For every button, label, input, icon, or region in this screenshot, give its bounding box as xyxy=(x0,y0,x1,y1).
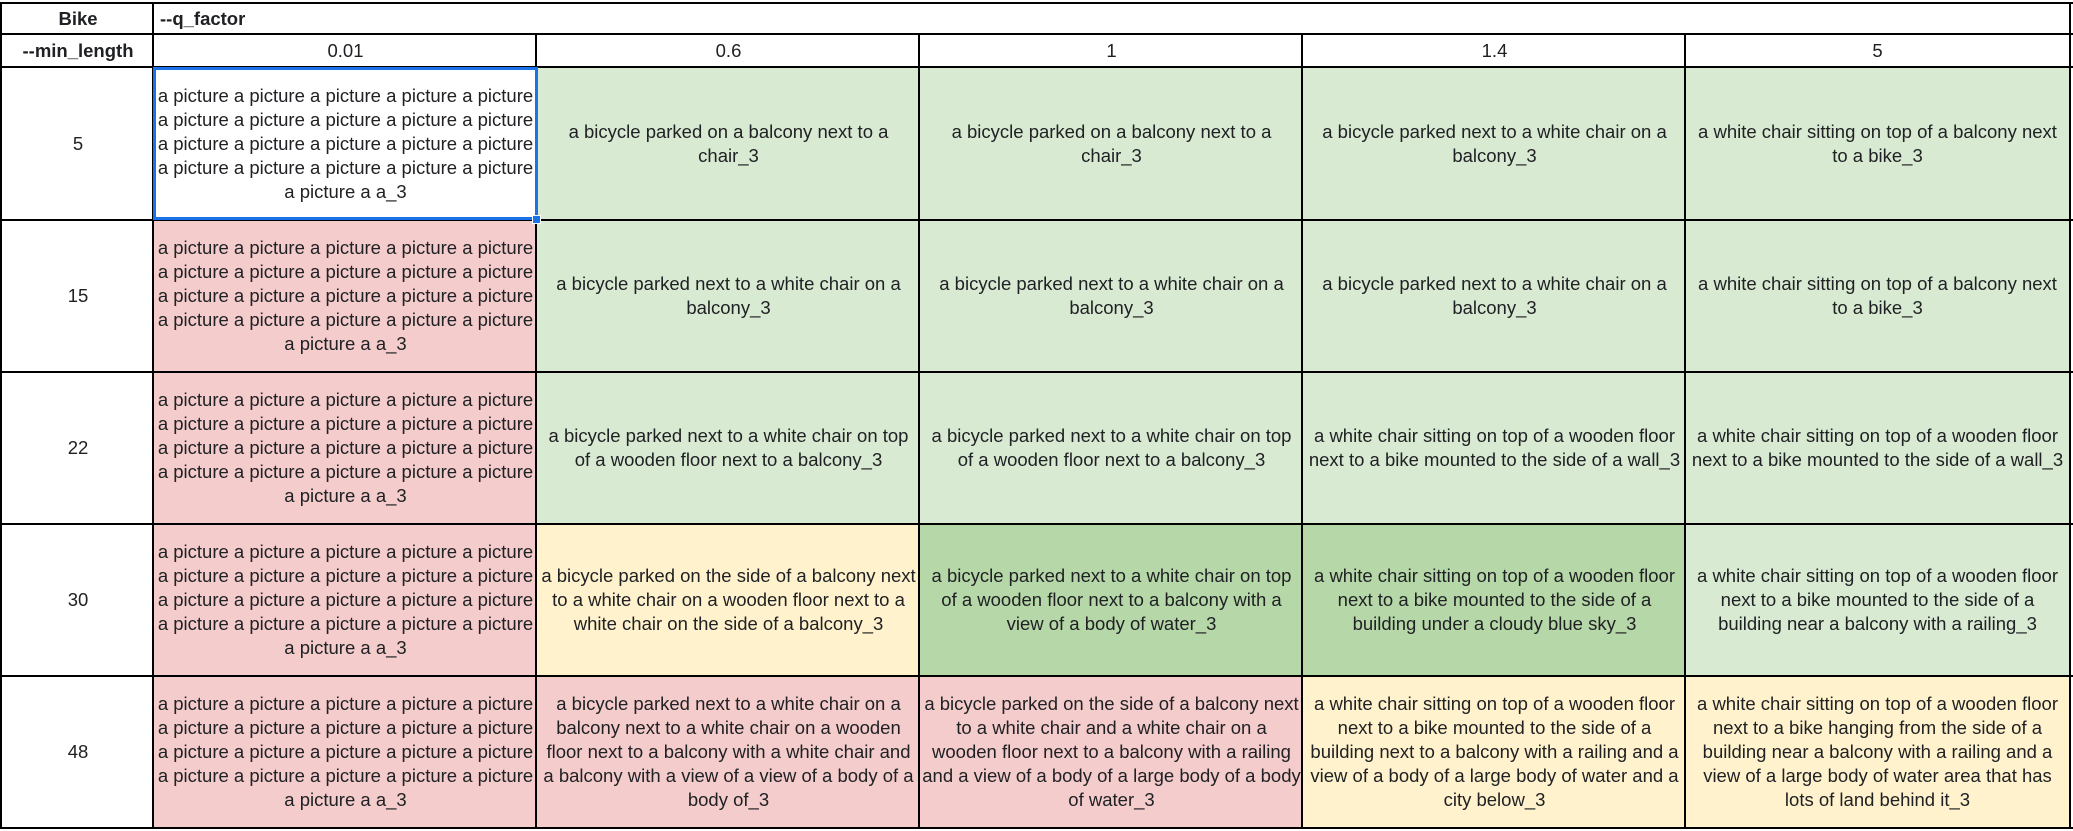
caption-cell[interactable]: a picture a picture a picture a picture a picture a picture a picture a picture a picture a picture a picture a picture a picture a picture a picture a picture a picture a picture a picture a picture a picture a a_3 xyxy=(154,525,537,675)
caption-cell[interactable]: a white chair sitting on top of a balcony next to a bike_3 xyxy=(1686,68,2069,219)
min-length-value[interactable]: 22 xyxy=(67,437,89,458)
grid-line xyxy=(152,2,154,829)
caption-cell[interactable]: a white chair sitting on top of a wooden floor next to a bike mounted to the side of a building next to a balcony with a railing and a view of a body of a large body of water and a city below_3 xyxy=(1303,677,1686,827)
q-value-header[interactable]: 0.01 xyxy=(327,40,364,61)
caption-cell[interactable]: a bicycle parked on a balcony next to a chair_3 xyxy=(920,68,1303,219)
q-value-header[interactable]: 5 xyxy=(1872,40,1883,61)
grid-line xyxy=(0,66,2073,68)
grid-line xyxy=(0,33,2073,35)
caption-cell[interactable]: a white chair sitting on top of a wooden floor next to a bike mounted to the side of a building near a balcony with a railing_3 xyxy=(1686,525,2069,675)
caption-cell[interactable]: a picture a picture a picture a picture a picture a picture a picture a picture a picture a picture a picture a picture a picture a picture a picture a picture a picture a picture a picture a picture a picture a a_3 xyxy=(154,221,537,371)
min-length-value[interactable]: 15 xyxy=(67,285,89,306)
caption-cell[interactable]: a picture a picture a picture a picture a picture a picture a picture a picture a picture a picture a picture a picture a picture a picture a picture a picture a picture a picture a picture a picture a picture a a_3 xyxy=(154,677,537,827)
caption-cell[interactable]: a white chair sitting on top of a wooden floor next to a bike mounted to the side of a wall_3 xyxy=(1686,373,2069,523)
grid-line xyxy=(0,675,2073,677)
min-length-value[interactable]: 48 xyxy=(67,741,89,762)
caption-cell[interactable]: a bicycle parked next to a white chair on a balcony_3 xyxy=(1303,221,1686,371)
grid-line xyxy=(0,2,2073,4)
q-value-header[interactable]: 0.6 xyxy=(715,40,742,61)
caption-cell[interactable]: a white chair sitting on top of a balcony next to a bike_3 xyxy=(1686,221,2069,371)
caption-cell[interactable]: a bicycle parked on the side of a balcony next to a white chair and a white chair on a wooden floor next to a balcony with a railing and a view of a body of a large body of a body of water_3 xyxy=(920,677,1303,827)
caption-cell[interactable]: a bicycle parked next to a white chair on top of a wooden floor next to a balcony_3 xyxy=(537,373,920,523)
min-length-value[interactable]: 30 xyxy=(67,589,89,610)
grid-line xyxy=(0,827,2073,829)
grid-line xyxy=(0,2,2,829)
caption-cell[interactable]: a picture a picture a picture a picture a picture a picture a picture a picture a picture a picture a picture a picture a picture a picture a picture a picture a picture a picture a picture a picture a picture a a_3 xyxy=(154,373,537,523)
min-length-header[interactable]: --min_length xyxy=(22,40,134,61)
grid-line xyxy=(1684,33,1686,829)
q-factor-header[interactable]: --q_factor xyxy=(160,8,246,29)
min-length-value[interactable]: 5 xyxy=(72,132,84,154)
caption-cell[interactable]: a bicycle parked on a balcony next to a chair_3 xyxy=(537,68,920,219)
corner-cell[interactable]: Bike xyxy=(58,8,98,29)
caption-cell[interactable]: a bicycle parked on the side of a balcony next to a white chair on a wooden floor next to a white chair on the side of a balcony_3 xyxy=(537,525,920,675)
caption-cell[interactable]: a bicycle parked next to a white chair on a balcony next to a white chair on a wooden floor next to a balcony with a white chair and a balcony with a view of a view of a body of a body of_3 xyxy=(537,677,920,827)
caption-cell[interactable]: a white chair sitting on top of a wooden floor next to a bike hanging from the side of a building near a balcony with a railing and a view of a large body of water area that has lots of land behind it_3 xyxy=(1686,677,2069,827)
grid-line xyxy=(1301,33,1303,829)
caption-cell[interactable]: a white chair sitting on top of a wooden floor next to a bike mounted to the side of a building under a cloudy blue sky_3 xyxy=(1303,525,1686,675)
caption-cell[interactable]: a bicycle parked next to a white chair on a balcony_3 xyxy=(1303,68,1686,219)
grid-line xyxy=(0,523,2073,525)
q-value-header[interactable]: 1.4 xyxy=(1481,40,1508,61)
grid-line xyxy=(535,33,537,829)
caption-cell[interactable]: a bicycle parked next to a white chair on a balcony_3 xyxy=(537,221,920,371)
caption-cell[interactable]: a bicycle parked next to a white chair on top of a wooden floor next to a balcony with a view of a body of water_3 xyxy=(920,525,1303,675)
caption-cell[interactable]: a picture a picture a picture a picture a picture a picture a picture a picture a picture a picture a picture a picture a picture a picture a picture a picture a picture a picture a picture a picture a picture a a_3 xyxy=(154,68,537,219)
q-value-header[interactable]: 1 xyxy=(1106,40,1117,61)
grid-line xyxy=(0,219,2073,221)
caption-cell[interactable]: a bicycle parked next to a white chair on a balcony_3 xyxy=(920,221,1303,371)
grid-line xyxy=(0,371,2073,373)
fill-handle[interactable] xyxy=(532,215,541,224)
caption-cell[interactable]: a bicycle parked next to a white chair on top of a wooden floor next to a balcony_3 xyxy=(920,373,1303,523)
grid-line xyxy=(918,33,920,829)
grid-line xyxy=(2069,2,2071,829)
caption-cell[interactable]: a white chair sitting on top of a wooden floor next to a bike mounted to the side of a wall_3 xyxy=(1303,373,1686,523)
